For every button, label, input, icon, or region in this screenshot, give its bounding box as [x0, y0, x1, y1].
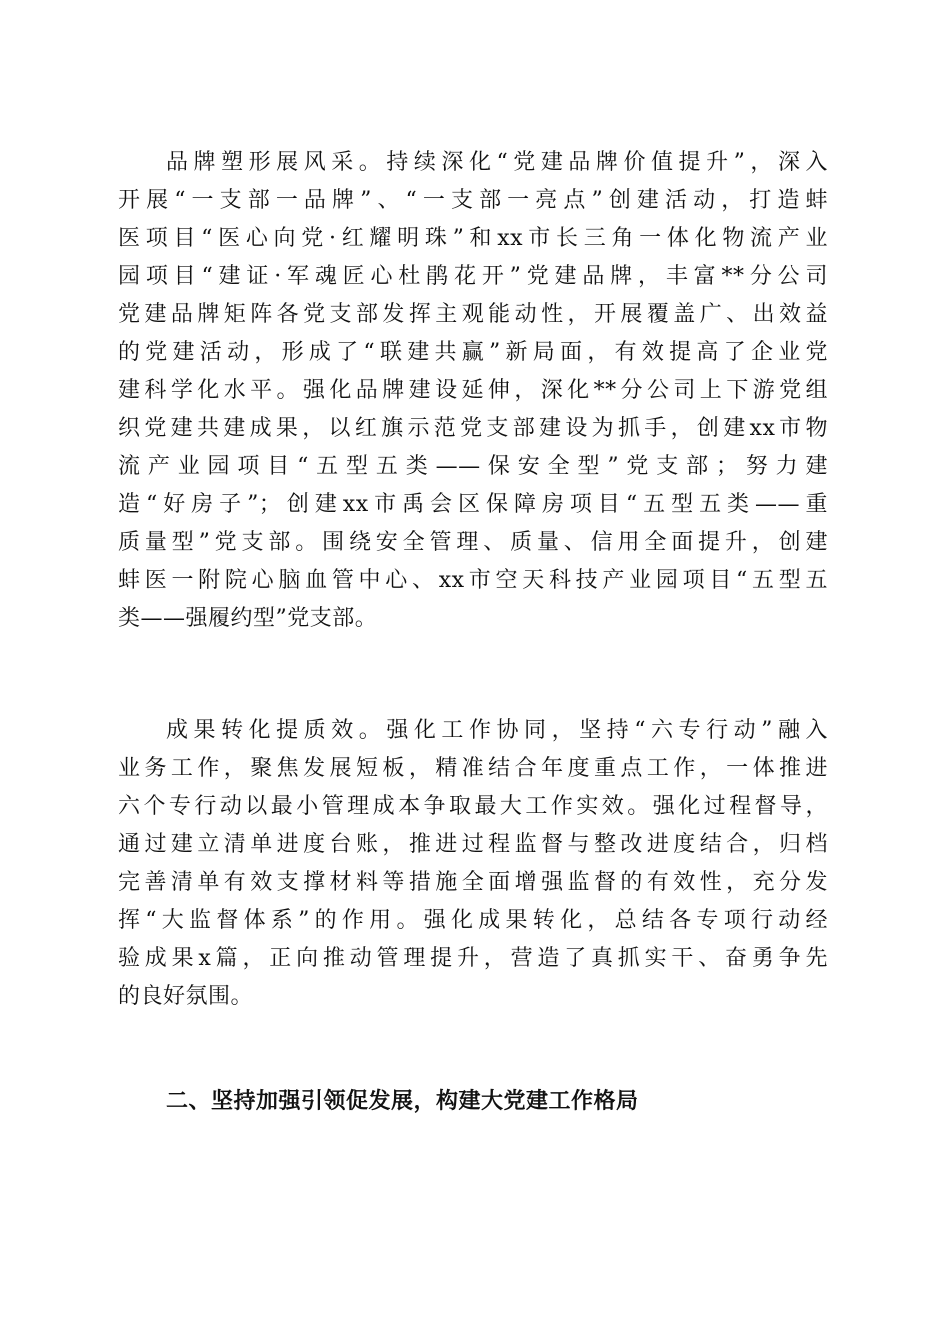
section-heading: 二、坚持加强引领促发展，构建大党建工作格局 — [166, 1089, 639, 1114]
paragraph-line: 造“好房子”；创建xx市禹会区保障房项目“五型五类——重 — [118, 492, 828, 517]
paragraph-line: 的党建活动，形成了“联建共赢”新局面，有效提高了企业党 — [118, 340, 828, 365]
paragraph-line: 六个专行动以最小管理成本争取最大工作实效。强化过程督导， — [118, 794, 828, 819]
paragraph-line: 类——强履约型”党支部。 — [118, 606, 378, 631]
paragraph-line: 品牌塑形展风采。持续深化“党建品牌价值提升”，深入 — [166, 150, 828, 175]
paragraph-line: 园项目“建证·军魂匠心杜鹃花开”党建品牌，丰富**分公司 — [118, 264, 828, 289]
paragraph-line: 党建品牌矩阵各党支部发挥主观能动性，开展覆盖广、出效益 — [118, 302, 828, 327]
paragraph-line: 验成果x篇，正向推动管理提升，营造了真抓实干、奋勇争先 — [118, 946, 828, 971]
paragraph-line: 建科学化水平。强化品牌建设延伸，深化**分公司上下游党组 — [118, 378, 828, 403]
paragraph-line: 的良好氛围。 — [118, 984, 254, 1009]
paragraph-line: 挥“大监督体系”的作用。强化成果转化，总结各专项行动经 — [118, 908, 828, 933]
paragraph-result-transformation — [118, 712, 828, 1016]
paragraph-line: 完善清单有效支撑材料等措施全面增强监督的有效性，充分发 — [118, 870, 828, 895]
paragraph-line: 开展“一支部一品牌”、“一支部一亮点”创建活动，打造蚌 — [118, 188, 828, 213]
paragraph-line: 质量型”党支部。围绕安全管理、质量、信用全面提升，创建 — [118, 530, 828, 555]
paragraph-line: 蚌医一附院心脑血管中心、xx市空天科技产业园项目“五型五 — [118, 568, 828, 593]
paragraph-brand-building — [118, 144, 828, 638]
paragraph-line: 业务工作，聚焦发展短板，精准结合年度重点工作，一体推进 — [118, 756, 828, 781]
paragraph-line: 医项目“医心向党·红耀明珠”和xx市长三角一体化物流产业 — [118, 226, 828, 251]
paragraph-line: 成果转化提质效。强化工作协同，坚持“六专行动”融入 — [166, 718, 828, 743]
paragraph-line: 流产业园项目“五型五类——保安全型”党支部；努力建 — [118, 454, 828, 479]
paragraph-line: 通过建立清单进度台账，推进过程监督与整改进度结合，归档 — [118, 832, 828, 857]
paragraph-line: 织党建共建成果，以红旗示范党支部建设为抓手，创建xx市物 — [118, 416, 828, 441]
